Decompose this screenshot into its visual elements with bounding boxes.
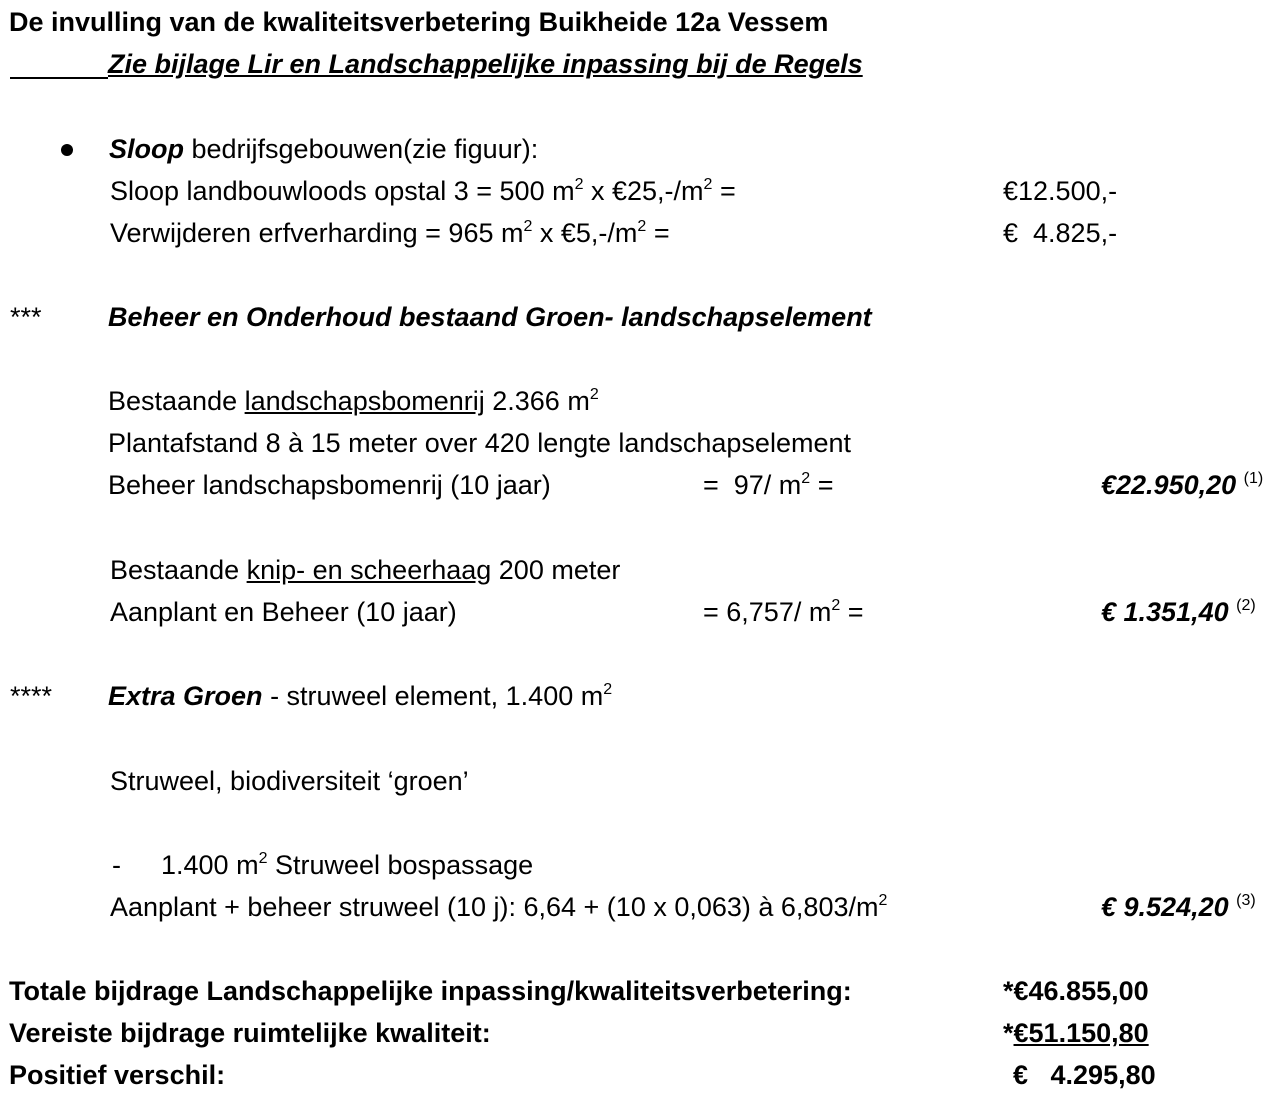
superscript: 2 bbox=[703, 176, 713, 193]
plantafstand-line: Plantafstand 8 à 15 meter over 420 lengte landschapselement bbox=[108, 428, 851, 458]
sloop-line-1-text: Sloop landbouwloods opstal 3 = 500 m bbox=[110, 176, 575, 206]
sloop-line-1-amount: €12.500,- bbox=[1003, 176, 1118, 206]
superscript: 2 bbox=[589, 386, 599, 403]
aanplant-struweel-text: Aanplant + beheer struweel (10 j): 6,64 + (10 x 0,063) à 6,803/m bbox=[110, 892, 879, 922]
beheer-bomenrij-calc bbox=[703, 469, 833, 506]
aanplant-struweel-line bbox=[110, 891, 887, 928]
sloop-line-1-text-c: = bbox=[712, 176, 736, 206]
positief-label: Positief verschil: bbox=[9, 1060, 226, 1090]
sloop-line-1 bbox=[110, 175, 736, 212]
bospassage-text: 1.400 m bbox=[161, 850, 259, 880]
beheer-heading: Beheer en Onderhoud bestaand Groen- landschapselement bbox=[108, 302, 872, 332]
bomenrij-pre: Bestaande bbox=[108, 386, 245, 416]
haag-line bbox=[110, 554, 620, 586]
aanplant-beheer-amount-line bbox=[1101, 596, 1256, 633]
bomenrij-line bbox=[108, 385, 599, 422]
superscript: 2 bbox=[603, 681, 613, 698]
document-subtitle: Zie bijlage Lir en Landschappelijke inpassing bij de Regels bbox=[108, 49, 863, 79]
beheer-bomenrij-label: Beheer landschapsbomenrij (10 jaar) bbox=[108, 470, 551, 500]
beheer-calc-text: = 97/ m bbox=[703, 470, 802, 500]
totale-amount: *€46.855,00 bbox=[1003, 976, 1149, 1006]
vereiste-star: * bbox=[1003, 1018, 1014, 1048]
superscript: 2 bbox=[801, 470, 811, 487]
superscript: 2 bbox=[258, 850, 268, 867]
superscript: 2 bbox=[637, 218, 647, 235]
sloop-line-2 bbox=[110, 217, 670, 254]
struweel-line: Struweel, biodiversiteit ‘groen’ bbox=[110, 766, 469, 796]
sloop-heading bbox=[109, 133, 538, 165]
totale-label: Totale bijdrage Landschappelijke inpassing/kwaliteitsverbetering: bbox=[9, 976, 852, 1006]
beheer-calc-text-b: = bbox=[810, 470, 834, 500]
sloop-line-2-text-c: = bbox=[646, 218, 670, 248]
footnote-ref: (1) bbox=[1243, 470, 1264, 487]
sloop-label-bold: Sloop bbox=[109, 134, 184, 164]
vereiste-label: Vereiste bijdrage ruimtelijke kwaliteit: bbox=[9, 1018, 491, 1048]
positief-amount: € 4.295,80 bbox=[1013, 1060, 1156, 1090]
aanplant-struweel-amount: € 9.524,20 bbox=[1101, 892, 1229, 922]
bullet-dot bbox=[61, 144, 73, 156]
haag-post: 200 meter bbox=[491, 555, 621, 585]
vereiste-amount-line bbox=[1003, 1017, 1149, 1049]
superscript: 2 bbox=[523, 218, 533, 235]
footnote-ref: (3) bbox=[1236, 892, 1256, 909]
vereiste-amount: €51.150,80 bbox=[1013, 1018, 1149, 1048]
beheer-bomenrij-amount: €22.950,20 bbox=[1101, 470, 1237, 500]
bomenrij-post: 2.366 m bbox=[484, 386, 590, 416]
bospassage-text-b: Struweel bospassage bbox=[267, 850, 534, 880]
beheer-bomenrij-amount-line bbox=[1101, 469, 1263, 506]
extra-heading-bold: Extra Groen bbox=[108, 681, 263, 711]
extra-heading-rest: - struweel element, 1.400 m bbox=[262, 681, 604, 711]
bospassage-line bbox=[161, 849, 533, 886]
superscript: 2 bbox=[878, 892, 888, 909]
aanplant-beheer-label: Aanplant en Beheer (10 jaar) bbox=[110, 597, 457, 627]
haag-underlined: knip- en scheerhaag bbox=[246, 555, 492, 585]
sloop-label-rest: bedrijfsgebouwen(zie figuur): bbox=[184, 134, 539, 164]
dash-marker: - bbox=[112, 850, 121, 880]
aanplant-beheer-calc bbox=[703, 596, 864, 633]
haag-pre: Bestaande bbox=[110, 555, 247, 585]
aanplant-calc-text: = 6,757/ m bbox=[703, 597, 832, 627]
sloop-line-2-text-b: x €5,-/m bbox=[532, 218, 638, 248]
sloop-line-2-text: Verwijderen erfverharding = 965 m bbox=[110, 218, 524, 248]
beheer-marker: *** bbox=[10, 302, 42, 332]
subtitle-indent-underline bbox=[10, 77, 108, 79]
superscript: 2 bbox=[831, 597, 841, 614]
superscript: 2 bbox=[574, 176, 584, 193]
aanplant-calc-text-b: = bbox=[840, 597, 864, 627]
document-title: De invulling van de kwaliteitsverbetering Buikheide 12a Vessem bbox=[9, 7, 829, 37]
footnote-ref: (2) bbox=[1236, 597, 1256, 614]
sloop-line-1-text-b: x €25,-/m bbox=[583, 176, 704, 206]
sloop-line-2-amount: € 4.825,- bbox=[1003, 218, 1118, 248]
aanplant-struweel-amount-line bbox=[1101, 891, 1256, 928]
extra-marker: **** bbox=[10, 681, 53, 711]
bomenrij-underlined: landschapsbomenrij bbox=[244, 386, 485, 416]
aanplant-beheer-amount: € 1.351,40 bbox=[1101, 597, 1229, 627]
extra-heading bbox=[108, 680, 612, 717]
